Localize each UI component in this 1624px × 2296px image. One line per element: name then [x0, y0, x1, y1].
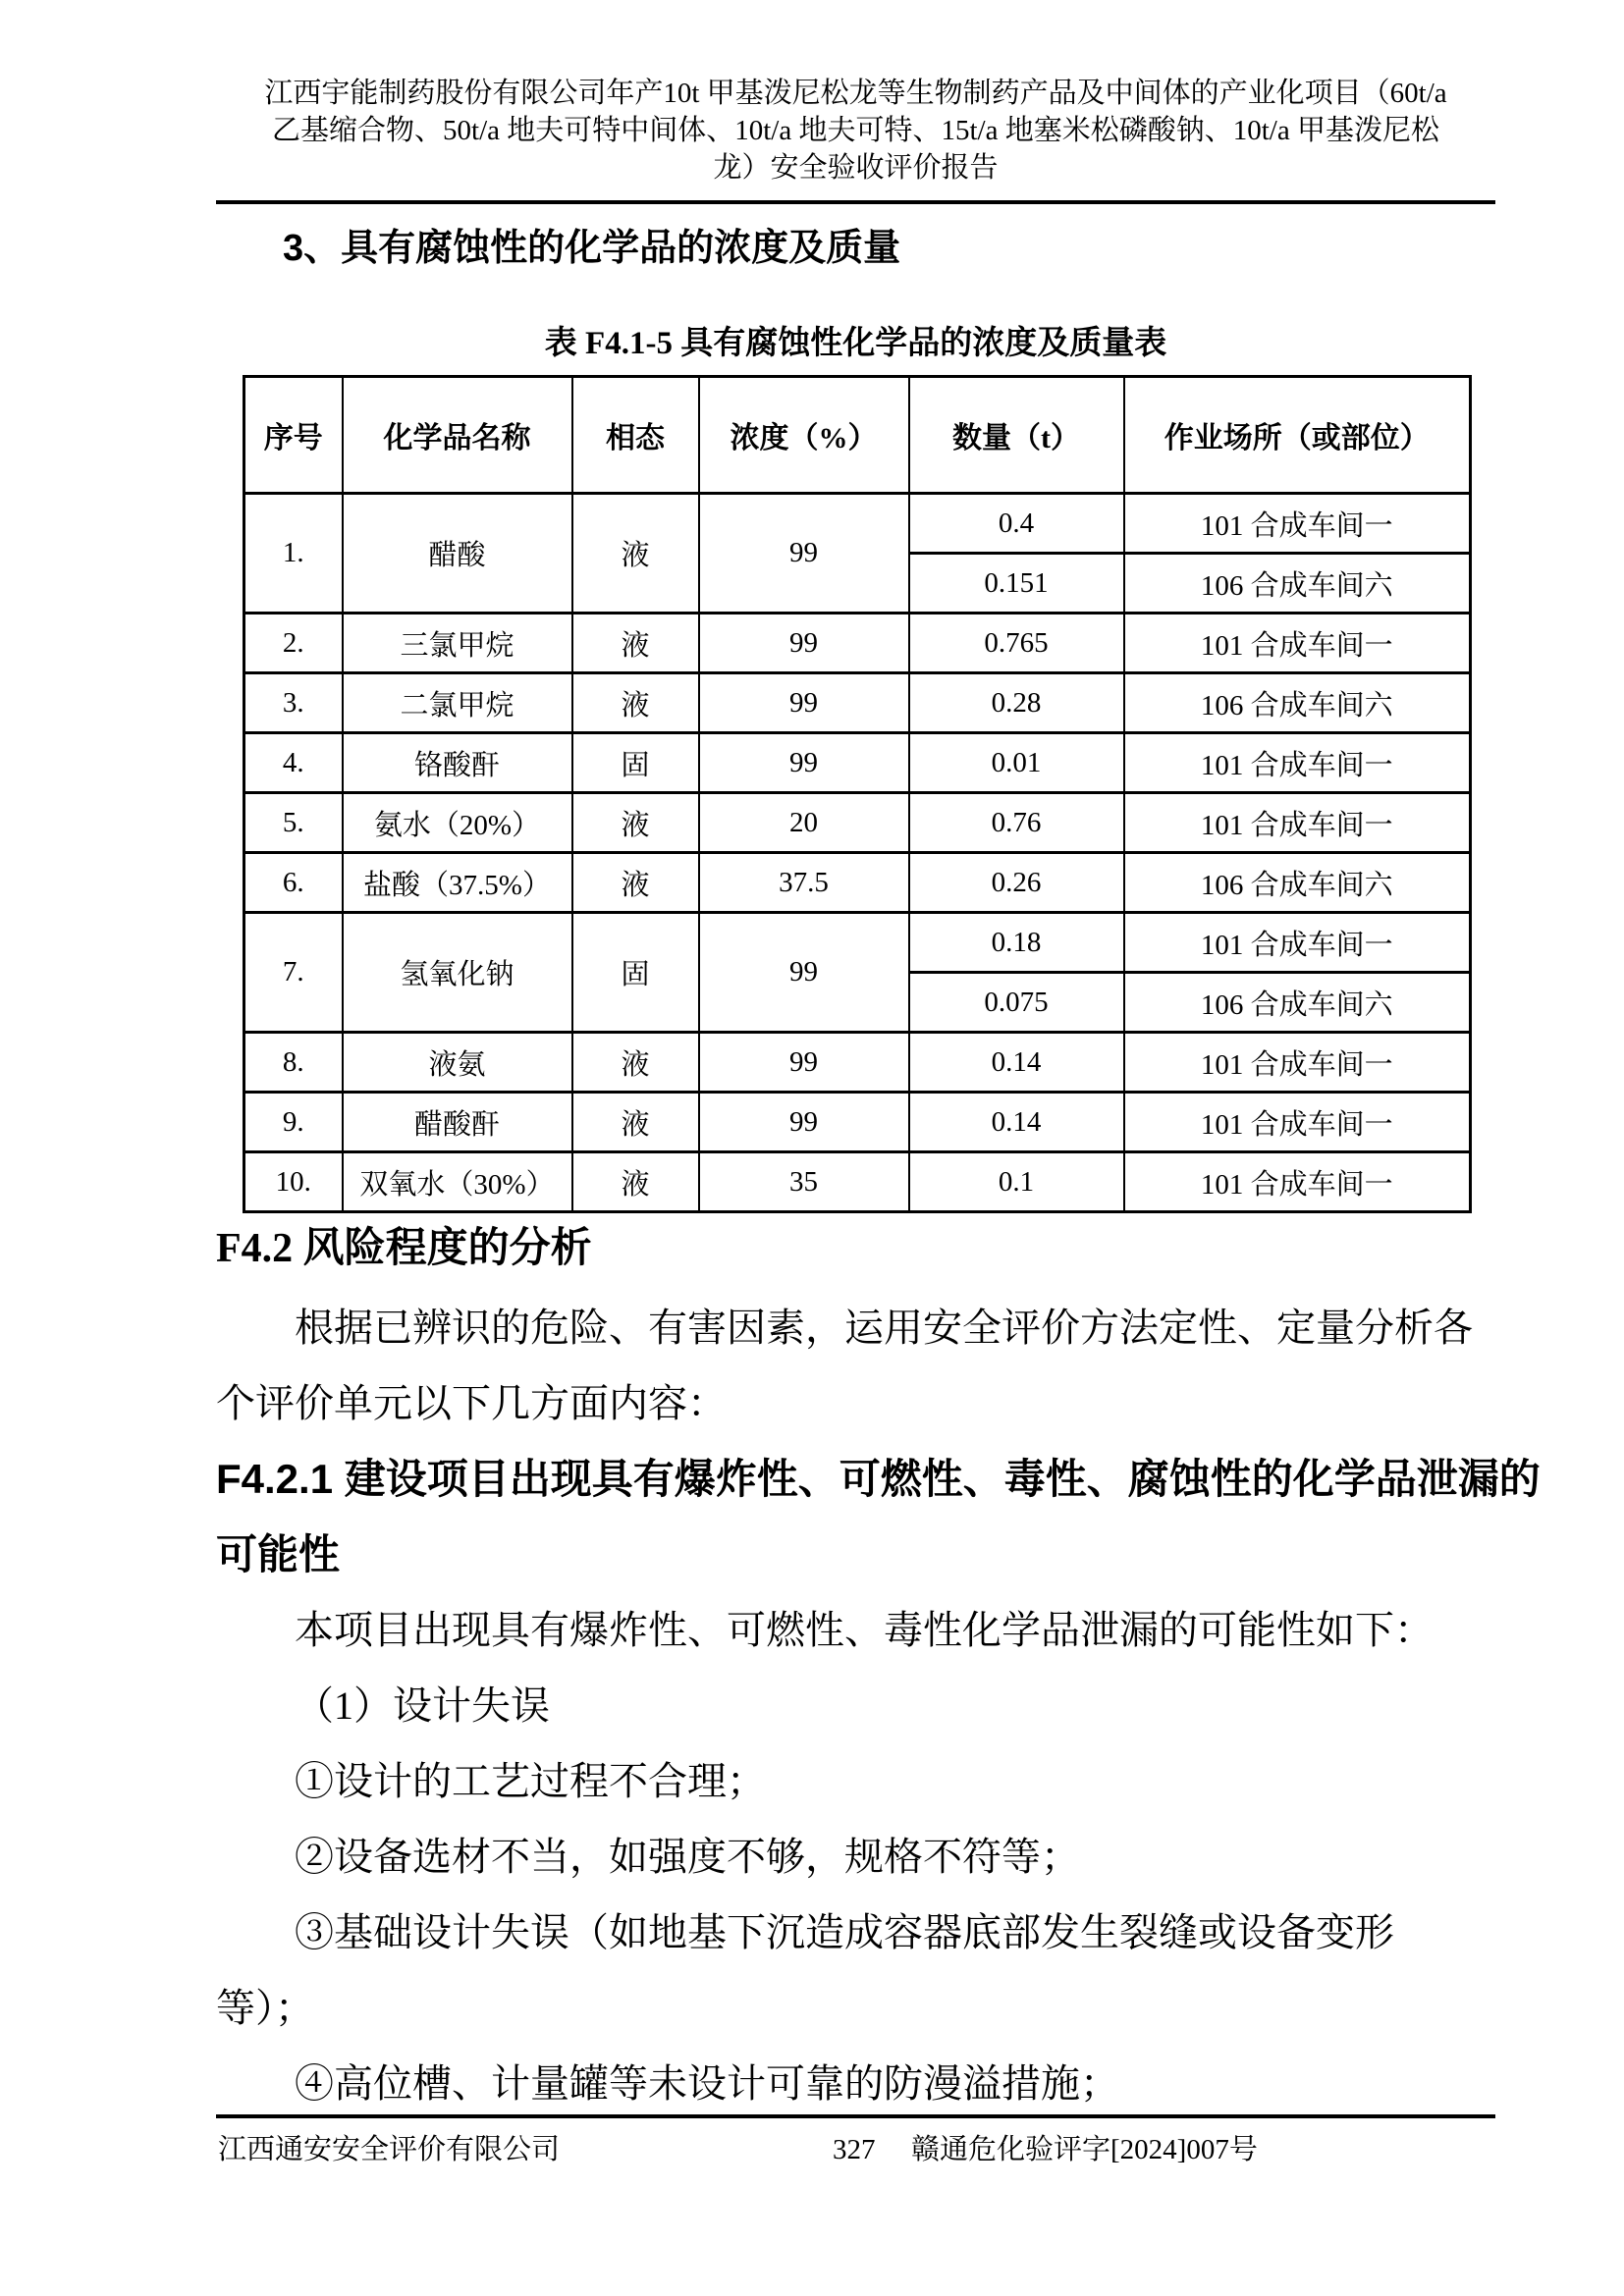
cell-qty: 0.151 — [909, 554, 1124, 614]
paragraph-line: ④高位槽、计量罐等未设计可靠的防漫溢措施； — [295, 2061, 1119, 2106]
cell-no: 6. — [244, 853, 343, 913]
cell-no: 7. — [244, 913, 343, 1033]
cell-no: 3. — [244, 673, 343, 733]
paragraph-line: （1）设计失误 — [295, 1683, 550, 1728]
footer-doc-number: 赣通危化验评字[2024]007号 — [911, 2134, 1258, 2165]
cell-state: 液 — [572, 614, 699, 673]
table-row — [244, 673, 1471, 733]
column-header: 作业场所（或部位） — [1124, 377, 1471, 494]
cell-qty: 0.14 — [909, 1033, 1124, 1093]
page-footer — [216, 2114, 1495, 2173]
table-header-row — [244, 377, 1471, 494]
cell-qty: 0.76 — [909, 793, 1124, 853]
cell-qty: 0.765 — [909, 614, 1124, 673]
cell-no: 4. — [244, 733, 343, 793]
cell-conc: 99 — [699, 733, 909, 793]
cell-name: 盐酸（37.5%） — [343, 853, 572, 913]
cell-loc: 106 合成车间六 — [1124, 554, 1471, 614]
cell-qty: 0.26 — [909, 853, 1124, 913]
cell-loc: 101 合成车间一 — [1124, 733, 1471, 793]
table-row — [244, 793, 1471, 853]
cell-state: 固 — [572, 913, 699, 1033]
cell-no: 10. — [244, 1152, 343, 1212]
cell-conc: 99 — [699, 913, 909, 1033]
chemicals-table-head — [244, 377, 1471, 494]
cell-loc: 101 合成车间一 — [1124, 1033, 1471, 1093]
running-header-line: 乙基缩合物、50t/a 地夫可特中间体、10t/a 地夫可特、15t/a 地塞米松磷酸钠、10t/a 甲基泼尼松 — [272, 115, 1439, 146]
paragraph-line: 本项目出现具有爆炸性、可燃性、毒性化学品泄漏的可能性如下： — [295, 1608, 1434, 1652]
cell-no: 9. — [244, 1093, 343, 1152]
cell-qty: 0.1 — [909, 1152, 1124, 1212]
table-row — [244, 853, 1471, 913]
cell-state: 固 — [572, 733, 699, 793]
cell-loc: 101 合成车间一 — [1124, 913, 1471, 973]
cell-loc: 101 合成车间一 — [1124, 1093, 1471, 1152]
cell-qty: 0.4 — [909, 494, 1124, 554]
cell-conc: 99 — [699, 494, 909, 614]
cell-loc: 106 合成车间六 — [1124, 973, 1471, 1033]
paragraph-line: ①设计的工艺过程不合理； — [295, 1759, 766, 1803]
cell-conc: 99 — [699, 673, 909, 733]
column-header: 浓度（%） — [699, 377, 909, 494]
cell-loc: 106 合成车间六 — [1124, 853, 1471, 913]
table-row — [244, 494, 1471, 554]
chemicals-table — [243, 375, 1472, 1213]
cell-name: 二氯甲烷 — [343, 673, 572, 733]
cell-state: 液 — [572, 1033, 699, 1093]
subsection-heading-line: 可能性 — [216, 1531, 341, 1577]
table-row — [244, 913, 1471, 973]
cell-qty: 0.28 — [909, 673, 1124, 733]
cell-state: 液 — [572, 793, 699, 853]
cell-state: 液 — [572, 494, 699, 614]
cell-no: 1. — [244, 494, 343, 614]
table-row — [244, 614, 1471, 673]
cell-name: 醋酸酐 — [343, 1093, 572, 1152]
cell-loc: 101 合成车间一 — [1124, 614, 1471, 673]
cell-no: 5. — [244, 793, 343, 853]
table-row — [244, 1033, 1471, 1093]
cell-conc: 35 — [699, 1152, 909, 1212]
cell-loc: 101 合成车间一 — [1124, 494, 1471, 554]
running-header-line: 龙）安全验收评价报告 — [713, 152, 999, 184]
running-header — [216, 0, 1495, 187]
table-row — [244, 1093, 1471, 1152]
running-header-line: 江西宇能制药股份有限公司年产10t 甲基泼尼松龙等生物制药产品及中间体的产业化项目（60t/a — [264, 78, 1447, 109]
chemicals-table-body — [244, 494, 1471, 1212]
cell-state: 液 — [572, 673, 699, 733]
cell-name: 三氯甲烷 — [343, 614, 572, 673]
cell-conc: 99 — [699, 1033, 909, 1093]
paragraph-line: 个评价单元以下几方面内容： — [216, 1381, 727, 1425]
table-row — [244, 733, 1471, 793]
cell-no: 2. — [244, 614, 343, 673]
cell-state: 液 — [572, 1152, 699, 1212]
cell-state: 液 — [572, 1093, 699, 1152]
section-heading-risk-analysis: F4.2 风险程度的分析 — [216, 1226, 592, 1271]
footer-company-name: 江西通安安全评价有限公司 — [218, 2134, 561, 2165]
paragraph-line: 等）； — [216, 1986, 314, 2030]
cell-conc: 99 — [699, 614, 909, 673]
paragraph-line: ②设备选材不当，如强度不够，规格不符等； — [295, 1835, 1080, 1879]
paragraph-line: ③基础设计失误（如地基下沉造成容器底部发生裂缝或设备变形 — [295, 1910, 1394, 1954]
cell-conc: 37.5 — [699, 853, 909, 913]
cell-loc: 106 合成车间六 — [1124, 673, 1471, 733]
column-header: 序号 — [244, 377, 343, 494]
cell-name: 氢氧化钠 — [343, 913, 572, 1033]
header-divider — [216, 200, 1495, 204]
cell-name: 醋酸 — [343, 494, 572, 614]
cell-no: 8. — [244, 1033, 343, 1093]
footer-divider — [216, 2114, 1495, 2118]
cell-name: 液氨 — [343, 1033, 572, 1093]
cell-name: 氨水（20%） — [343, 793, 572, 853]
section-heading-corrosive-chemicals: 3、具有腐蚀性的化学品的浓度及质量 — [283, 228, 901, 269]
paragraph-line: 根据已辨识的危险、有害因素，运用安全评价方法定性、定量分析各 — [295, 1306, 1473, 1350]
page-content — [216, 0, 1541, 2121]
footer-row — [216, 2130, 1495, 2173]
cell-conc: 20 — [699, 793, 909, 853]
table-caption: 表 F4.1-5 具有腐蚀性化学品的浓度及质量表 — [544, 326, 1167, 361]
cell-loc: 101 合成车间一 — [1124, 1152, 1471, 1212]
cell-loc: 101 合成车间一 — [1124, 793, 1471, 853]
cell-name: 铬酸酐 — [343, 733, 572, 793]
column-header: 化学品名称 — [343, 377, 572, 494]
subsection-heading-line: F4.2.1 建设项目出现具有爆炸性、可燃性、毒性、腐蚀性的化学品泄漏的 — [216, 1456, 1541, 1502]
page-number: 327 — [833, 2134, 876, 2165]
cell-state: 液 — [572, 853, 699, 913]
cell-qty: 0.14 — [909, 1093, 1124, 1152]
cell-qty: 0.01 — [909, 733, 1124, 793]
column-header: 数量（t） — [909, 377, 1124, 494]
risk-analysis-text — [216, 1290, 1541, 2121]
cell-conc: 99 — [699, 1093, 909, 1152]
column-header: 相态 — [572, 377, 699, 494]
cell-name: 双氧水（30%） — [343, 1152, 572, 1212]
cell-qty: 0.18 — [909, 913, 1124, 973]
cell-qty: 0.075 — [909, 973, 1124, 1033]
table-row — [244, 1152, 1471, 1212]
